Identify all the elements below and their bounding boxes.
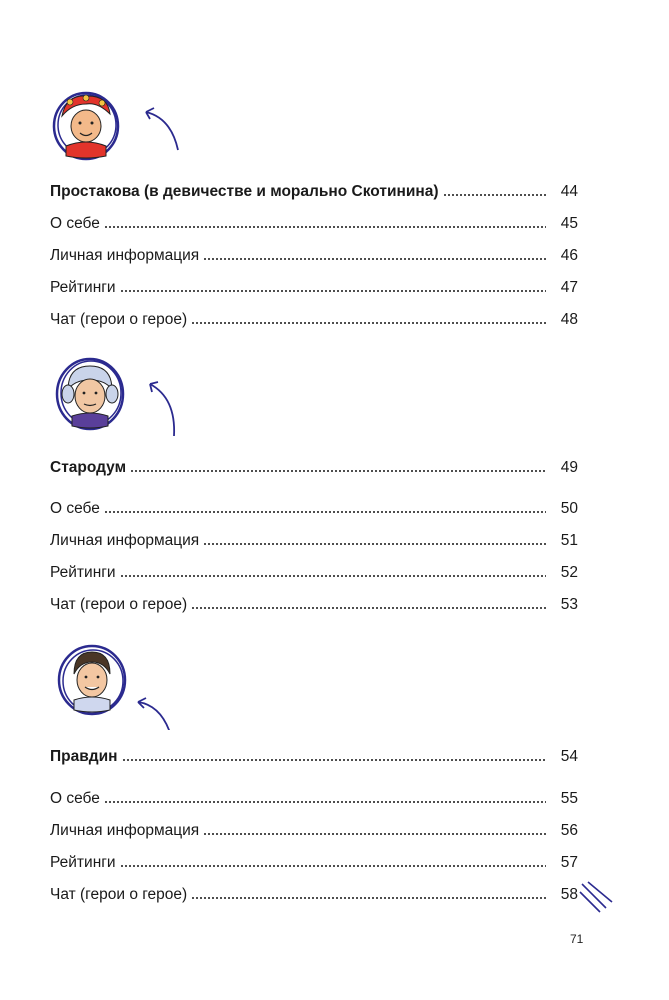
dot-leader (122, 758, 547, 762)
toc-page-number: 50 (560, 500, 578, 517)
dot-leader (120, 574, 546, 578)
toc-heading-row[interactable] (50, 176, 578, 202)
dot-leader (191, 896, 546, 900)
toc-heading-row[interactable] (50, 452, 578, 478)
dot-leader (191, 321, 546, 325)
scribble-decoration (578, 878, 618, 918)
toc-entry-row[interactable] (50, 208, 578, 234)
toc-entry-label: Чат (герои о герое) (50, 311, 188, 328)
toc-entry-row[interactable] (50, 493, 578, 519)
toc-entry-row[interactable] (50, 815, 578, 841)
toc-page-number: 55 (560, 790, 578, 807)
toc-entry-label: Рейтинги (50, 564, 116, 581)
dot-leader (120, 289, 546, 293)
toc-heading-title: Стародум (50, 459, 127, 476)
dot-leader (104, 225, 546, 229)
dot-leader (203, 257, 546, 261)
dot-leader (104, 510, 546, 514)
toc-page-number: 45 (560, 215, 578, 232)
toc-page-number: 52 (560, 564, 578, 581)
toc-page-number: 46 (560, 247, 578, 264)
dot-leader (120, 864, 546, 868)
toc-entry-label: Чат (герои о герое) (50, 886, 188, 903)
toc-entry-row[interactable] (50, 240, 578, 266)
toc-heading-title: Простакова (в девичестве и морально Скотинина) (50, 183, 439, 200)
page-number: 71 (570, 932, 584, 946)
toc-entry-label: Рейтинги (50, 854, 116, 871)
toc-entry-row[interactable] (50, 847, 578, 873)
toc-entry-row[interactable] (50, 304, 578, 330)
toc-heading-row[interactable] (50, 741, 578, 767)
toc-page-number: 48 (560, 311, 578, 328)
toc-heading-title: Правдин (50, 748, 118, 765)
toc-entry-row[interactable] (50, 783, 578, 809)
dot-leader (191, 606, 546, 610)
toc-entry-label: Чат (герои о герое) (50, 596, 188, 613)
toc-page-number: 47 (560, 279, 578, 296)
dot-leader (203, 832, 546, 836)
toc-entry-label: Личная информация (50, 247, 200, 264)
toc-entry-label: Личная информация (50, 822, 200, 839)
toc-entry-label: О себе (50, 215, 100, 232)
toc-page-number: 58 (560, 886, 578, 903)
dot-leader (130, 469, 546, 473)
toc-entry-label: О себе (50, 790, 100, 807)
toc-page-number: 54 (560, 748, 578, 765)
starodum-portrait-icon (46, 354, 196, 444)
toc-entry-label: О себе (50, 500, 100, 517)
toc-page-number: 44 (560, 183, 578, 200)
toc-entry-row[interactable] (50, 879, 578, 905)
toc-page-number: 57 (560, 854, 578, 871)
toc-entry-row[interactable] (50, 589, 578, 615)
toc-page-number: 51 (560, 532, 578, 549)
toc-page-number: 49 (560, 459, 578, 476)
toc-entry-row[interactable] (50, 557, 578, 583)
prostakova-portrait-icon (46, 88, 196, 178)
dot-leader (443, 193, 546, 197)
toc-page-number: 56 (560, 822, 578, 839)
toc-entry-row[interactable] (50, 272, 578, 298)
toc-entry-row[interactable] (50, 525, 578, 551)
dot-leader (203, 542, 546, 546)
dot-leader (104, 800, 546, 804)
toc-entry-label: Личная информация (50, 532, 200, 549)
pravdin-portrait-icon (46, 640, 196, 730)
toc-entry-label: Рейтинги (50, 279, 116, 296)
toc-page-number: 53 (560, 596, 578, 613)
